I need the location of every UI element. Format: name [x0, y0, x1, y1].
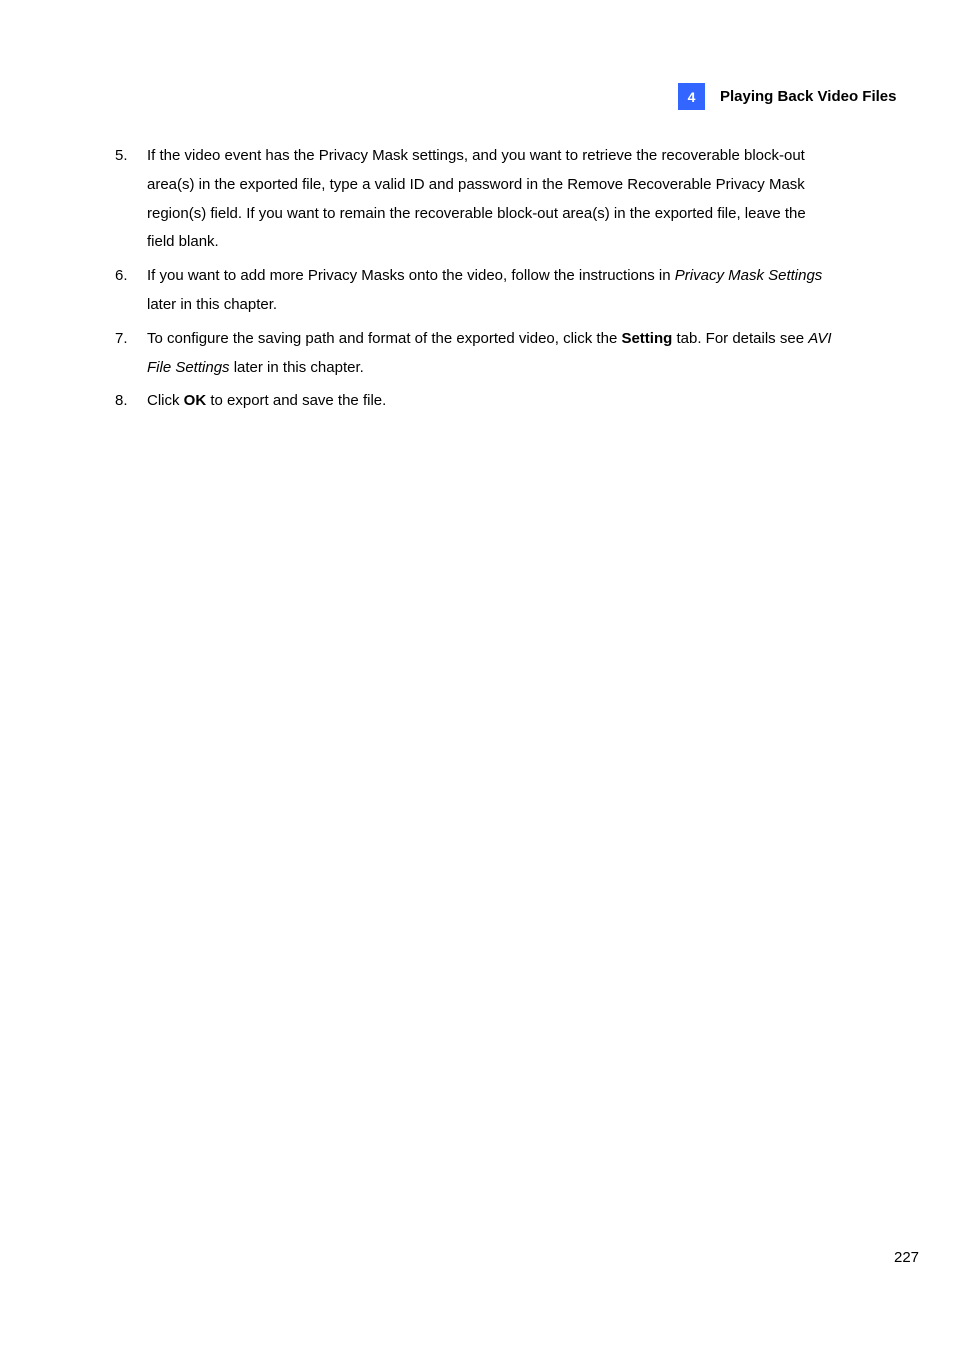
step-text — [147, 262, 835, 320]
step-number: 8. — [115, 392, 128, 410]
cross-reference-title: Privacy Mask Settings — [674, 267, 823, 285]
step-text-part: If the video event has the Privacy Mask settings, and you want to retrieve the recoverable block-out area(s) in the exported file, type a valid ID and password in the Remove Recoverable Privacy Mask region(s) field. If you want to remain the recoverable block-out area(s) in the exported file, leave the field blank. — [147, 147, 806, 251]
cross-reference-title: AVI File Settings — [147, 329, 832, 376]
step-number: 6. — [115, 267, 128, 285]
step-number: 7. — [115, 329, 128, 347]
step-item-6 — [115, 262, 835, 320]
step-list — [115, 142, 835, 421]
step-text-part: later in this chapter. — [229, 358, 364, 376]
step-text — [147, 387, 835, 416]
chapter-title: Playing Back Video Files — [720, 88, 897, 105]
step-item-7 — [115, 325, 835, 383]
step-text-part: Click — [147, 392, 184, 410]
chapter-number-badge: 4 — [678, 83, 705, 110]
chapter-header — [678, 83, 896, 110]
step-text — [147, 142, 835, 257]
step-item-5 — [115, 142, 835, 257]
step-text-part: tab. For details see — [672, 329, 809, 347]
step-text-part: If you want to add more Privacy Masks onto the video, follow the instructions in — [147, 267, 675, 285]
step-text-part: to export and save the file. — [206, 392, 387, 410]
step-item-8 — [115, 387, 835, 416]
page-number: 227 — [894, 1249, 920, 1266]
step-text-part: To configure the saving path and format of the exported video, click the — [147, 329, 622, 347]
step-number: 5. — [115, 147, 128, 164]
step-text-part: later in this chapter. — [147, 295, 278, 313]
ui-term-setting-tab: Setting — [621, 329, 673, 347]
ui-term-ok-button: OK — [183, 392, 207, 410]
step-text — [147, 325, 835, 383]
